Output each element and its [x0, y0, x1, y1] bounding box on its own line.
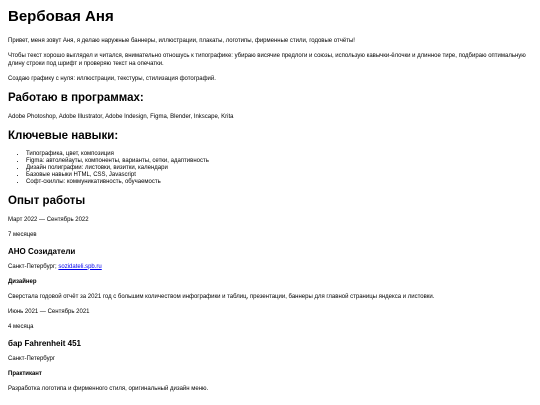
job-description: Разработка логотипа и фирменного стиля, оригинальный дизайн меню.: [8, 385, 209, 392]
job-role: Дизайнер: [8, 278, 37, 285]
job-location: [8, 263, 532, 271]
job-entry-sozidateli: [8, 216, 532, 301]
job-duration: 4 месяца: [8, 323, 34, 330]
job-company: бар Fahrenheit 451: [8, 338, 81, 348]
experience-heading: Опыт работы: [8, 194, 86, 207]
company-website-link[interactable]: sozidateli.spb.ru: [58, 263, 102, 270]
job-role: Практикант: [8, 370, 42, 377]
programs-list: Adobe Photoshop, Adobe Illustrator, Adobe Indesign, Figma, Blender, Inkscape, Krita: [8, 114, 234, 120]
job-period: Июнь 2021 — Сентябрь 2021: [8, 308, 90, 315]
job-location: Санкт-Петербург: [8, 355, 56, 362]
skill-item: • Софт-скиллы: коммуникативность, обучаемость: [26, 179, 532, 186]
job-entry-fahrenheit: [8, 308, 532, 393]
skill-item: • Figma: автолейауты, компоненты, варианты, сетки, адаптивность: [26, 158, 532, 165]
job-location-city: Санкт-Петербург;: [8, 263, 59, 270]
intro-paragraph: Привет, меня зовут Аня, я делаю наружные баннеры, иллюстрации, плакаты, логотипы, фирменные стили, годовые отчёты!: [8, 38, 355, 44]
skills-list: [8, 151, 532, 186]
typography-paragraph: Чтобы текст хорошо выглядел и читался, внимательно отношусь к типографике: убираю висячие предлоги и союзы, использую кавычки-ёлочки и длинное тире, подбираю оптимальную длину строки под шрифт и проверяю текст на опечатки.: [8, 53, 526, 67]
page-title: Вербовая Аня: [8, 8, 114, 25]
job-company: АНО Созидатели: [8, 246, 76, 256]
skill-item: • Типографика, цвет, композиция: [26, 151, 532, 158]
skill-item: • Базовые навыки HTML, CSS, Javascript: [26, 172, 532, 179]
job-description: Сверстала годовой отчёт за 2021 год с большим количеством инфографики и таблиц, презентации, баннеры для главной страницы яндекса и листовки.: [8, 293, 435, 300]
job-duration: 7 месяцев: [8, 231, 37, 238]
graphics-paragraph: Создаю графику с нуля: иллюстрации, текстуры, стилизация фотографий.: [8, 76, 216, 82]
programs-heading: Работаю в программах:: [8, 92, 144, 104]
skills-heading: Ключевые навыки:: [8, 130, 119, 142]
job-period: Март 2022 — Сентябрь 2022: [8, 216, 89, 223]
skill-item: • Дизайн полиграфии: листовки, визитки, календари: [26, 165, 532, 172]
